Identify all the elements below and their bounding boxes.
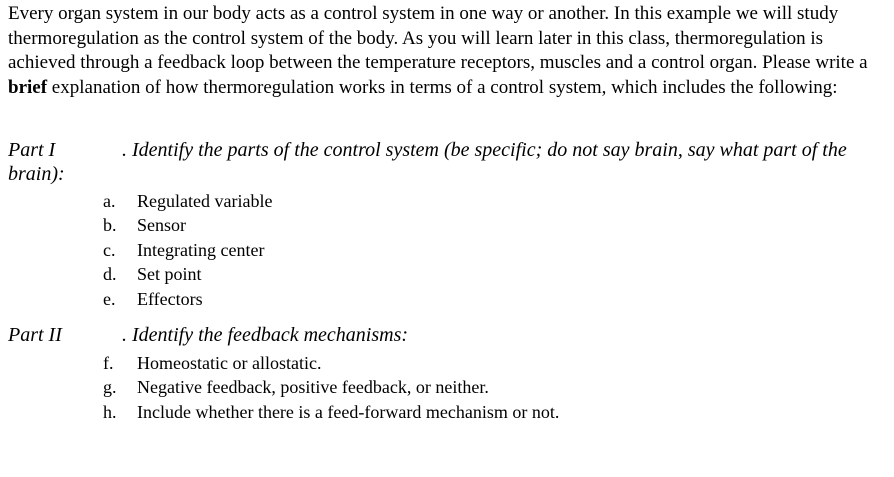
list-marker: b. [103,215,117,236]
intro-paragraph [8,2,888,100]
list-marker: h. [103,401,117,422]
list-marker: d. [103,264,117,285]
list-item-text: Sensor [137,215,186,236]
list-item-text: Set point [137,264,202,285]
part-2-label: Part II [8,324,62,346]
list-marker: c. [103,239,116,260]
list-item-text: Homeostatic or allostatic. [137,353,322,373]
part-1-heading [8,138,888,186]
list-item-text: Regulated variable [137,191,273,211]
intro-text-start: Every organ system in our body acts as a control system in one way or another. In this example we will study thermoregulation as the control system of the body. As you will learn later in this class, thermoregulation is achieved through a feedback loop between the temperature receptors, muscles and a control organ. Please write a [8,3,868,73]
intro-text-end: explanation of how thermoregulation works in terms of a control system, which includes the following: [47,76,838,98]
list-item-text: Include whether there is a feed-forward mechanism or not. [137,401,560,422]
part-1-label: Part I [8,139,56,161]
intro-bold-word: brief [8,76,48,98]
part-2-instruction: . Identify the feedback mechanisms: [122,324,409,346]
list-marker: g. [103,377,117,398]
list-marker: f. [103,353,114,373]
list-marker: a. [103,191,116,211]
list-item-text: Negative feedback, positive feedback, or neither. [137,377,489,398]
part-2-heading [8,323,888,347]
list-item-text: Integrating center [137,239,265,260]
list-item-text: Effectors [137,288,203,309]
part-1-instruction: . Identify the parts of the control system (be specific; do not say brain, say what part of the brain): [8,139,847,185]
list-marker: e. [103,288,116,309]
